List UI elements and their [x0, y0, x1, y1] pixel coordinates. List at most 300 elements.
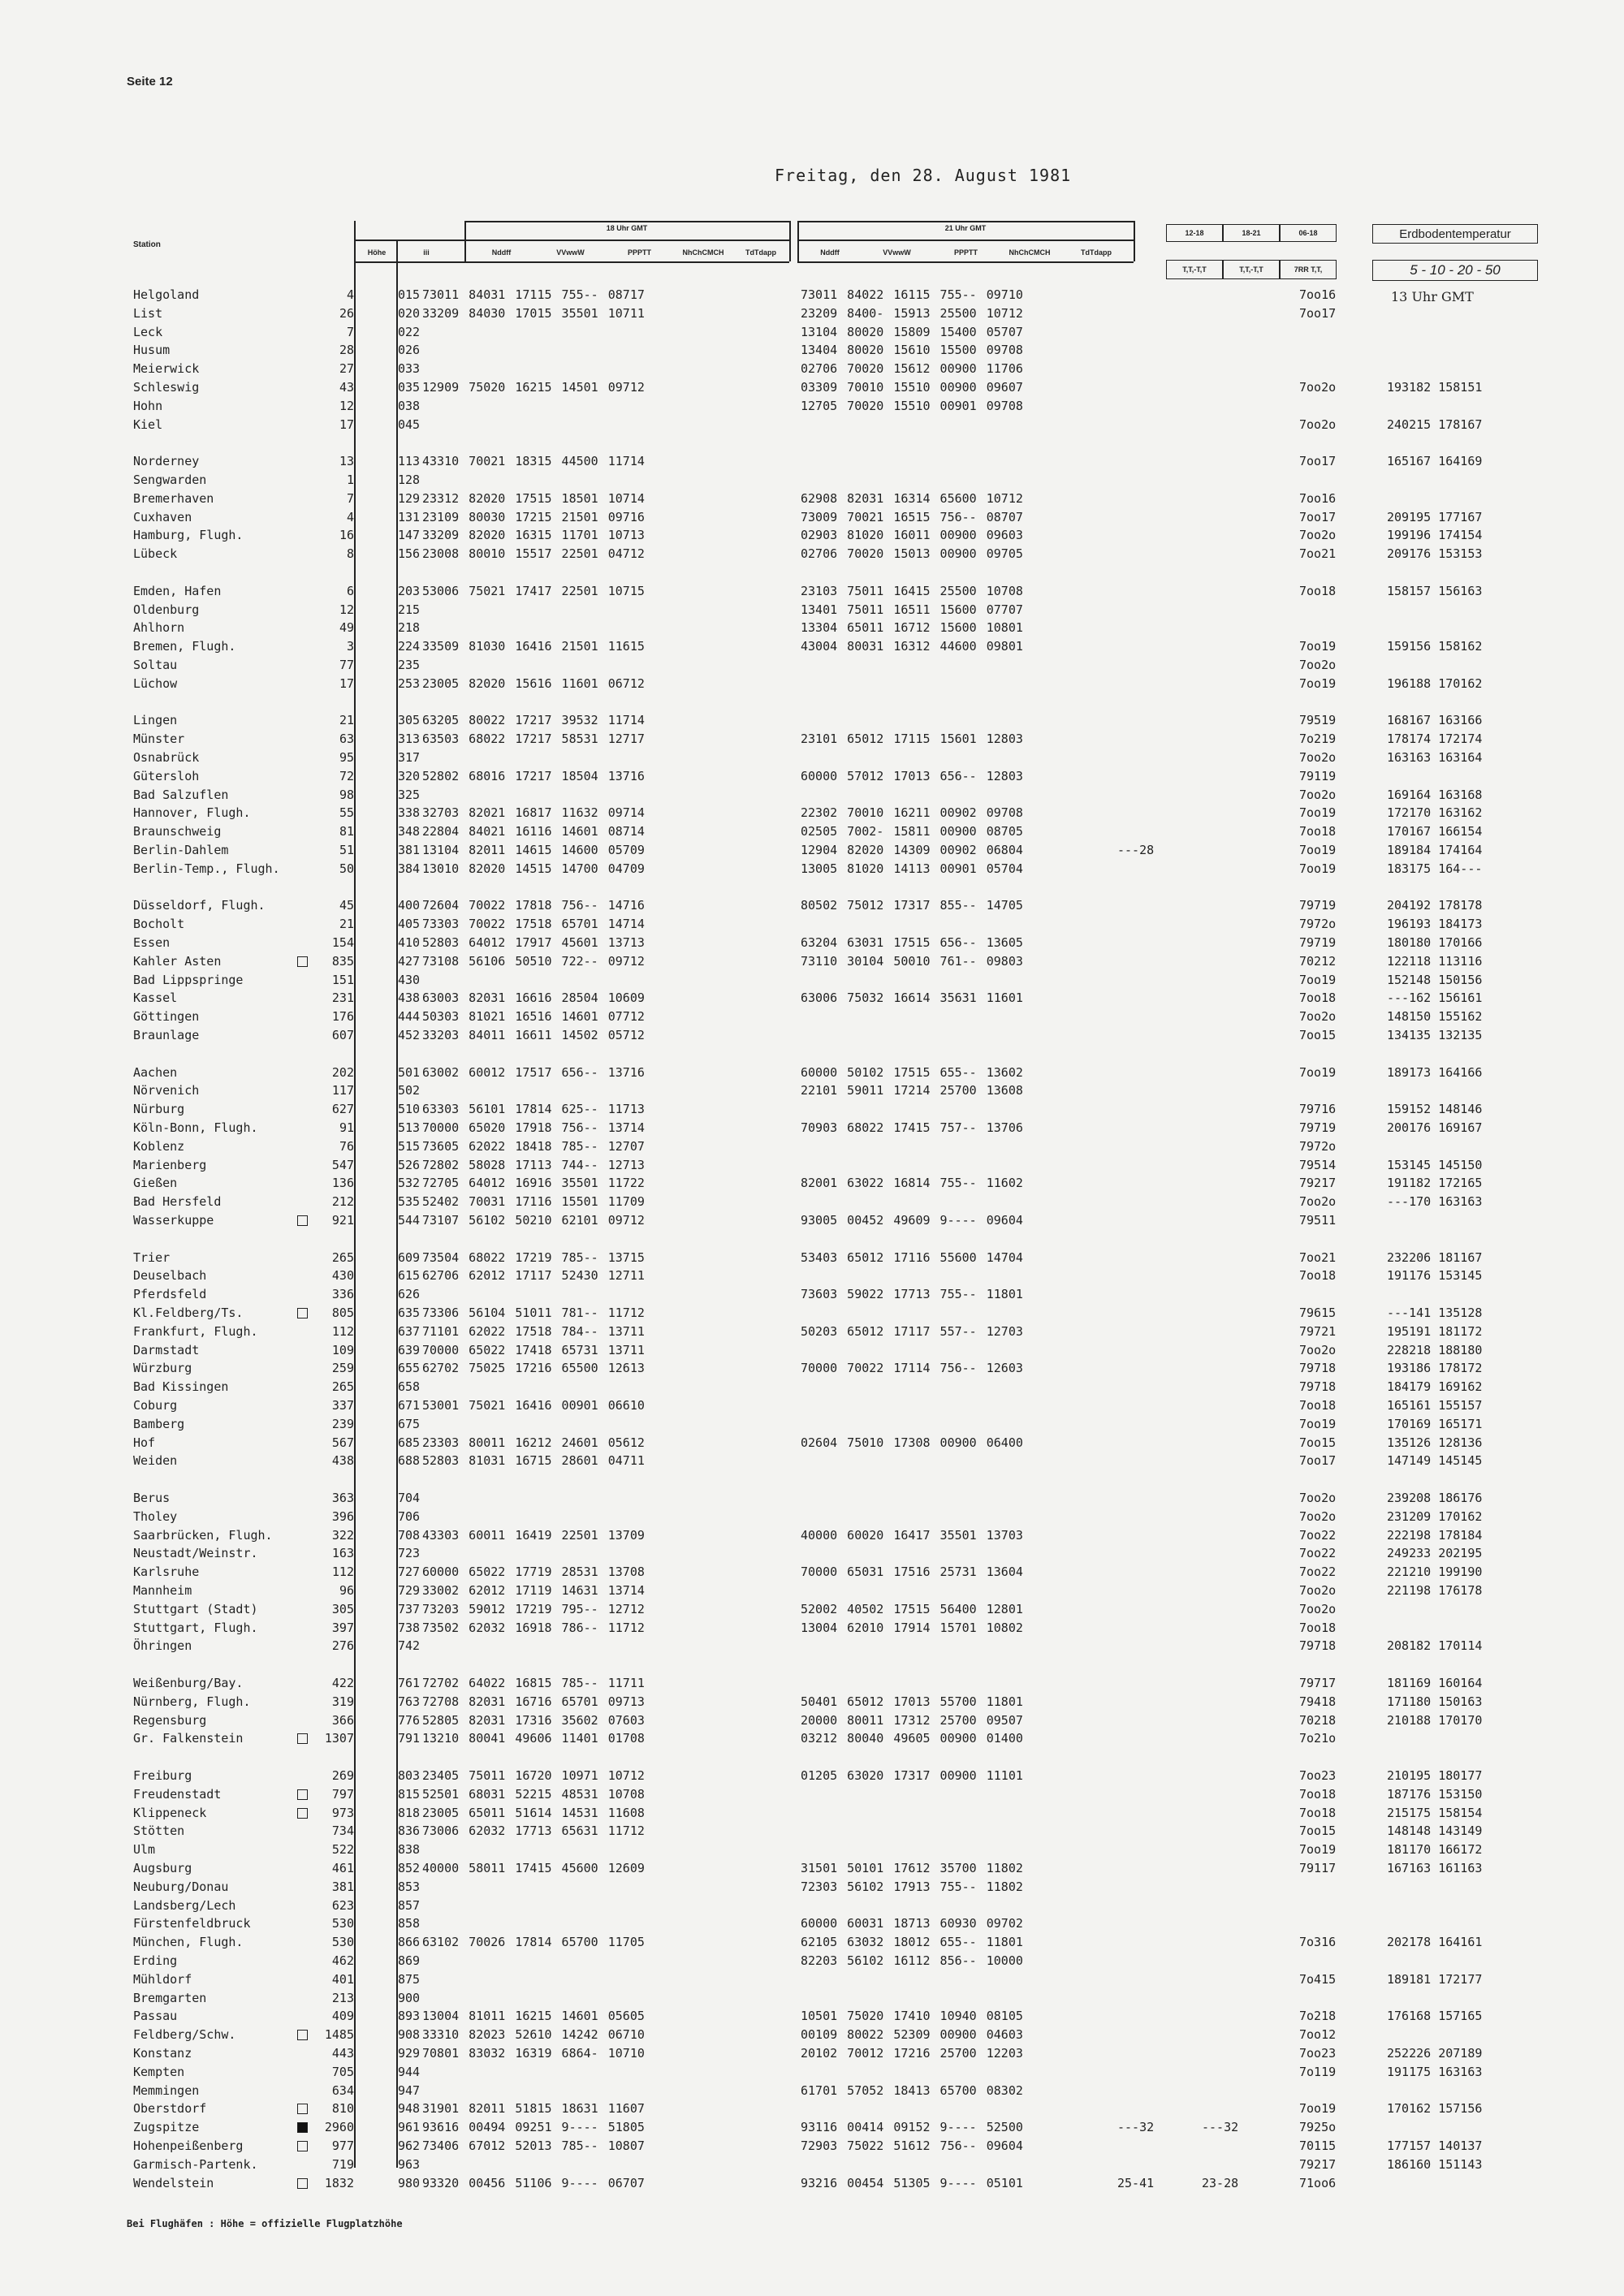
station-height: 96: [339, 1583, 354, 1598]
soil-temperature: 199196 174154: [1387, 528, 1483, 543]
station-number: 962: [398, 2138, 421, 2153]
station-name: Wasserkuppe: [133, 1213, 214, 1228]
obs-21-utc: 93216 00454 51305 9---- 05101: [801, 2175, 1023, 2190]
sub-1218: T,T,-T,T: [1166, 260, 1223, 279]
station-name: Augsburg: [133, 1861, 192, 1875]
obs-18-utc: 13010 82020 14515 14700 04709: [422, 861, 645, 876]
soil-temperature: 193186 178172: [1387, 1361, 1483, 1376]
station-name: Stuttgart (Stadt): [133, 1601, 258, 1616]
table-row: [0, 1378, 1624, 1396]
table-row: [0, 989, 1624, 1007]
temp-extreme-0618: 70218: [1299, 1712, 1337, 1728]
station-number: 203: [398, 583, 421, 598]
station-number: 706: [398, 1508, 421, 1524]
obs-21-utc: 43004 80031 16312 44600 09801: [801, 639, 1023, 654]
table-row: [0, 1452, 1624, 1470]
station-height: 810: [331, 2101, 354, 2117]
obs-21-utc: 00109 80022 52309 00900 04603: [801, 2027, 1023, 2043]
obs-18-utc: 40000 58011 17415 45600 12609: [422, 1861, 645, 1875]
station-number: 929: [398, 2046, 421, 2061]
station-number: 671: [398, 1398, 421, 1413]
station-name: Lübeck: [133, 546, 178, 562]
obs-21-utc: 82001 63022 16814 755-- 11602: [801, 1176, 1023, 1191]
table-row: [0, 878, 1624, 896]
station-number: 045: [398, 416, 421, 432]
col21-tdtd: TdTdapp: [1081, 248, 1112, 257]
station-number: 384: [398, 861, 421, 876]
soil-temperature: 183175 164---: [1387, 861, 1483, 876]
station-height: 607: [331, 1028, 354, 1042]
station-name: Gr. Falkenstein: [133, 1731, 244, 1746]
table-row: [0, 416, 1624, 434]
obs-18-utc: 43310 70021 18315 44500 11714: [422, 454, 645, 469]
station-number: 639: [398, 1342, 421, 1357]
obs-21-utc: 70903 68022 17415 757-- 13706: [801, 1120, 1023, 1135]
soil-temperature: 252226 207189: [1387, 2046, 1483, 2061]
table-row: [0, 841, 1624, 859]
obs-18-utc: 23005 82020 15616 11601 06712: [422, 675, 645, 691]
table-row: [0, 452, 1624, 470]
station-height: 805: [331, 1306, 354, 1320]
station-height: 50: [339, 861, 354, 876]
station-height: 98: [339, 787, 354, 802]
station-number: 544: [398, 1213, 421, 1228]
obs-21-utc: 72903 75022 51612 756-- 09604: [801, 2138, 1023, 2153]
station-number: 513: [398, 1120, 421, 1135]
soil-temperature: 196193 184173: [1387, 917, 1483, 932]
temp-extreme-0618: 7o218: [1299, 2009, 1337, 2024]
station-number: 156: [398, 546, 421, 562]
station-height: 72: [339, 768, 354, 783]
obs-18-utc: 52805 82031 17316 35602 07603: [422, 1712, 645, 1728]
table-row: [0, 1933, 1624, 1951]
temp-extreme-0618: 7oo17: [1299, 454, 1337, 469]
station-number: 738: [398, 1620, 421, 1635]
temp-extreme-0618: 7oo19: [1299, 1842, 1337, 1858]
soil-temperature: 165167 164169: [1387, 454, 1483, 469]
station-number: 515: [398, 1138, 421, 1154]
temp-extreme-0618: 7oo18: [1299, 1268, 1337, 1284]
table-row: [0, 1729, 1624, 1747]
soil-temperature: 193182 158151: [1387, 380, 1483, 395]
station-name: Würzburg: [133, 1361, 192, 1376]
table-row: [0, 2100, 1624, 2117]
station-height: 3: [346, 639, 354, 654]
soil-temperature: 148150 155162: [1387, 1009, 1483, 1025]
table-row: [0, 1582, 1624, 1599]
table-row: [0, 1600, 1624, 1618]
station-height: 921: [331, 1213, 354, 1228]
col21-vvwww: VVwwW: [883, 248, 911, 257]
obs-21-utc: 01205 63020 17317 00900 11101: [801, 1768, 1023, 1783]
station-number: 410: [398, 935, 421, 950]
station-number: 338: [398, 805, 421, 821]
obs-21-utc: 63006 75032 16614 35631 11601: [801, 990, 1023, 1006]
station-number: 875: [398, 1971, 421, 1987]
soil-temperature: 170169 165171: [1387, 1416, 1483, 1431]
table-row: [0, 1396, 1624, 1414]
station-name: Bamberg: [133, 1416, 185, 1431]
obs-18-utc: 73107 56102 50210 62101 09712: [422, 1213, 645, 1228]
group-21-header: 21 Uhr GMT: [944, 224, 987, 232]
temp-extreme-0618: 7oo17: [1299, 509, 1337, 524]
table-row: [0, 1100, 1624, 1118]
table-row: [0, 2026, 1624, 2044]
obs-18-utc: 33002 62012 17119 14631 13714: [422, 1583, 645, 1598]
obs-18-utc: 63002 60012 17517 656-- 13716: [422, 1064, 645, 1080]
station-name: Emden, Hafen: [133, 583, 222, 598]
temp-extreme-0618: 79117: [1299, 1861, 1337, 1875]
mountain-station-marker: [297, 2178, 308, 2189]
temp-extreme-0618: 79719: [1299, 1120, 1337, 1135]
station-height: 422: [331, 1676, 354, 1690]
temp-extreme-0618: 7oo19: [1299, 675, 1337, 691]
table-row: [0, 582, 1624, 600]
table-row: [0, 1026, 1624, 1044]
temp-extreme-0618: 7oo19: [1299, 1416, 1337, 1431]
station-number: 313: [398, 732, 421, 747]
station-name: Soltau: [133, 658, 178, 672]
obs-21-utc: 60000 60031 18713 60930 09702: [801, 1916, 1023, 1931]
temp-extreme-0618: 7oo18: [1299, 824, 1337, 839]
station-number: 869: [398, 1953, 421, 1968]
temp-extreme-0618: 7oo2o: [1299, 1491, 1337, 1505]
soil-temperature: 189184 174164: [1387, 843, 1483, 857]
obs-21-utc: 50203 65012 17117 557-- 12703: [801, 1323, 1023, 1339]
table-row: [0, 490, 1624, 507]
station-number: 609: [398, 1249, 421, 1265]
station-height: 176: [331, 1009, 354, 1025]
obs-18-utc: 63303 56101 17814 625-- 11713: [422, 1102, 645, 1117]
temp-extreme-0618: 7oo18: [1299, 583, 1337, 598]
station-name: Köln-Bonn, Flugh.: [133, 1120, 258, 1135]
station-number: 020: [398, 305, 421, 321]
soil-temperature: 191175 163163: [1387, 2064, 1483, 2079]
temp-extreme-0618: 7oo2o: [1299, 658, 1337, 672]
obs-18-utc: 63003 82031 16616 28504 10609: [422, 990, 645, 1006]
station-name: Aachen: [133, 1064, 178, 1080]
station-height: 973: [331, 1805, 354, 1820]
temp-extreme-0618: 7oo2o: [1299, 380, 1337, 395]
station-name: Nürburg: [133, 1102, 185, 1117]
table-row: [0, 675, 1624, 693]
station-height: 95: [339, 750, 354, 765]
mountain-station-filled-marker: [297, 2122, 308, 2133]
col18-nddff: Nddff: [491, 248, 512, 257]
station-number: 948: [398, 2101, 421, 2117]
temp-extreme-0618: 7oo17: [1299, 305, 1337, 321]
soil-temperature: 200176 169167: [1387, 1120, 1483, 1135]
obs-21-utc: 10501 75020 17410 10940 08105: [801, 2009, 1023, 2024]
obs-18-utc: 12909 75020 16215 14501 09712: [422, 380, 645, 395]
temp-extreme-0618: 7o219: [1299, 732, 1337, 747]
obs-21-utc: 20000 80011 17312 25700 09507: [801, 1712, 1023, 1728]
obs-21-utc: 73011 84022 16115 755-- 09710: [801, 287, 1023, 302]
temp-extreme-0618: 79718: [1299, 1379, 1337, 1395]
soil-temperature: 163163 163164: [1387, 750, 1483, 765]
table-row: [0, 749, 1624, 766]
station-height: 462: [331, 1953, 354, 1968]
soil-temperature: 148148 143149: [1387, 1823, 1483, 1839]
station-name: Tholey: [133, 1508, 178, 1524]
iii-header: iii: [423, 248, 430, 257]
station-name: Berus: [133, 1491, 171, 1505]
station-height: 522: [331, 1842, 354, 1858]
temp-extreme-0618: 7oo2o: [1299, 1194, 1337, 1210]
station-height: 366: [331, 1712, 354, 1728]
temp-extreme-0618: 7o415: [1299, 1971, 1337, 1987]
temp-extreme-0618: 7oo15: [1299, 1823, 1337, 1839]
obs-18-utc: 52802 68016 17217 18504 13716: [422, 768, 645, 783]
soil-temperature: 122118 113116: [1387, 953, 1483, 969]
station-height: 112: [331, 1564, 354, 1580]
obs-18-utc: 13104 82011 14615 14600 05709: [422, 843, 645, 857]
station-height: 28: [339, 343, 354, 358]
soil-temperature: 165161 155157: [1387, 1398, 1483, 1413]
station-name: Stötten: [133, 1823, 185, 1839]
station-height: 401: [331, 1971, 354, 1987]
obs-18-utc: 52501 68031 52215 48531 10708: [422, 1786, 645, 1802]
station-name: Münster: [133, 732, 185, 747]
temp-extreme-0618: 79615: [1299, 1306, 1337, 1320]
station-height: 151: [331, 972, 354, 987]
obs-21-utc: 73603 59022 17713 755-- 11801: [801, 1287, 1023, 1302]
station-name: Wendelstein: [133, 2175, 214, 2190]
station-number: 704: [398, 1491, 421, 1505]
obs-21-utc: 53403 65012 17116 55600 14704: [801, 1249, 1023, 1265]
temp-extreme-0618: 7oo18: [1299, 1786, 1337, 1802]
soil-temperature: 177157 140137: [1387, 2138, 1483, 2153]
station-number: 615: [398, 1268, 421, 1284]
station-name: Trier: [133, 1249, 171, 1265]
table-row: [0, 860, 1624, 878]
page-number: Seite 12: [127, 75, 173, 88]
obs-18-utc: 53006 75021 17417 22501 10715: [422, 583, 645, 598]
mountain-station-marker: [297, 1215, 308, 1226]
station-height: 319: [331, 1694, 354, 1709]
station-name: Kahler Asten: [133, 953, 222, 969]
station-height: 12: [339, 602, 354, 617]
station-height: 163: [331, 1546, 354, 1561]
temp-extreme-0618: 7oo18: [1299, 1398, 1337, 1413]
table-row: [0, 619, 1624, 637]
obs-18-utc: 31901 82011 51815 18631 11607: [422, 2101, 645, 2117]
station-height: 63: [339, 732, 354, 747]
station-name: Fürstenfeldbruck: [133, 1916, 251, 1931]
station-name: Nörvenich: [133, 1083, 200, 1098]
station-name: Memmingen: [133, 2082, 200, 2098]
table-row: [0, 1563, 1624, 1581]
station-number: 113: [398, 454, 421, 469]
temp-extreme-0618: 7oo2o: [1299, 1583, 1337, 1598]
station-height: 265: [331, 1379, 354, 1395]
temp-extreme-0618: 79718: [1299, 1638, 1337, 1654]
station-number: 803: [398, 1768, 421, 1783]
station-height: 977: [331, 2138, 354, 2153]
station-number: 128: [398, 473, 421, 487]
temp-extreme-1218: ---28: [1117, 843, 1155, 857]
obs-21-utc: 13304 65011 16712 15600 10801: [801, 620, 1023, 636]
station-height: 136: [331, 1176, 354, 1191]
obs-18-utc: 22804 84021 16116 14601 08714: [422, 824, 645, 839]
station-name: Braunschweig: [133, 824, 222, 839]
obs-21-utc: 22302 70010 16211 00902 09708: [801, 805, 1023, 821]
temp-extreme-0618: 7oo16: [1299, 490, 1337, 506]
temp-extreme-1218: ---32: [1117, 2120, 1155, 2135]
temp-extreme-1218: 25-41: [1117, 2175, 1155, 2190]
station-name: Ahlhorn: [133, 620, 185, 636]
obs-18-utc: 32703 82021 16817 11632 09714: [422, 805, 645, 821]
station-height: 797: [331, 1786, 354, 1802]
station-number: 427: [398, 953, 421, 969]
station-name: Ulm: [133, 1842, 156, 1858]
station-name: Bad Kissingen: [133, 1379, 229, 1395]
mountain-station-marker: [297, 2104, 308, 2114]
temp-extreme-0618: 79514: [1299, 1157, 1337, 1172]
station-number: 727: [398, 1564, 421, 1580]
station-name: Meierwick: [133, 361, 200, 377]
table-row: [0, 1304, 1624, 1322]
obs-21-utc: 03309 70010 15510 00900 09607: [801, 380, 1023, 395]
temp-extreme-0618: 79119: [1299, 768, 1337, 783]
station-number: 320: [398, 768, 421, 783]
obs-18-utc: 70000 65020 17918 756-- 13714: [422, 1120, 645, 1135]
station-number: 761: [398, 1676, 421, 1690]
obs-21-utc: 61701 57052 18413 65700 08302: [801, 2082, 1023, 2098]
mountain-station-marker: [297, 956, 308, 967]
table-row: [0, 545, 1624, 563]
station-number: 438: [398, 990, 421, 1006]
obs-18-utc: 33509 81030 16416 21501 11615: [422, 639, 645, 654]
station-name: Darmstadt: [133, 1342, 200, 1357]
station-number: 035: [398, 380, 421, 395]
table-row: [0, 1693, 1624, 1711]
station-name: Bocholt: [133, 917, 185, 932]
table-row: [0, 1989, 1624, 2007]
station-height: 734: [331, 1823, 354, 1839]
obs-18-utc: 70000 65022 17418 65731 13711: [422, 1342, 645, 1357]
soil-temperature: 167163 161163: [1387, 1861, 1483, 1875]
station-number: 858: [398, 1916, 421, 1931]
erdboden-header: Erdbodentemperatur: [1372, 224, 1538, 244]
station-name: Frankfurt, Flugh.: [133, 1323, 258, 1339]
station-name: Düsseldorf, Flugh.: [133, 898, 266, 913]
station-number: 776: [398, 1712, 421, 1728]
temp-extreme-0618: 7oo2o: [1299, 1601, 1337, 1616]
table-row: [0, 2007, 1624, 2025]
station-height: 26: [339, 305, 354, 321]
temp-extreme-0618: 7oo19: [1299, 639, 1337, 654]
table-row: [0, 1674, 1624, 1692]
station-height: 6: [346, 583, 354, 598]
station-number: 215: [398, 602, 421, 617]
station-number: 502: [398, 1083, 421, 1098]
station-number: 723: [398, 1546, 421, 1561]
obs-18-utc: 70801 83032 16319 6864- 10710: [422, 2046, 645, 2061]
obs-21-utc: 73110 30104 50010 761-- 09803: [801, 953, 1023, 969]
obs-21-utc: 62105 63032 18012 655-- 11801: [801, 1935, 1023, 1950]
table-row: [0, 711, 1624, 729]
table-row: [0, 508, 1624, 526]
table-row: [0, 1841, 1624, 1858]
station-height: 12: [339, 398, 354, 413]
station-name: Garmisch-Partenk.: [133, 2156, 258, 2172]
temp-extreme-0618: 7o21o: [1299, 1731, 1337, 1746]
table-row: [0, 304, 1624, 322]
obs-21-utc: 23103 75011 16415 25500 10708: [801, 583, 1023, 598]
soil-temperature: 169164 163168: [1387, 787, 1483, 802]
station-height: 21: [339, 713, 354, 728]
table-row: [0, 1008, 1624, 1025]
obs-18-utc: 93616 00494 09251 9---- 51805: [422, 2120, 645, 2135]
mountain-station-marker: [297, 1733, 308, 1744]
obs-21-utc: 60000 50102 17515 655-- 13602: [801, 1064, 1023, 1080]
station-number: 893: [398, 2009, 421, 2024]
col18-tdtd: TdTdapp: [745, 248, 776, 257]
obs-18-utc: 73605 62022 18418 785-- 12707: [422, 1138, 645, 1154]
station-name: Bad Hersfeld: [133, 1194, 222, 1210]
temp-extreme-0618: 7oo2o: [1299, 787, 1337, 802]
station-number: 253: [398, 675, 421, 691]
station-name: Mannheim: [133, 1583, 192, 1598]
soil-temperature: 135126 128136: [1387, 1435, 1483, 1450]
obs-21-utc: 93116 00414 09152 9---- 52500: [801, 2120, 1023, 2135]
obs-18-utc: 63503 68022 17217 58531 12717: [422, 732, 645, 747]
obs-18-utc: 72708 82031 16716 65701 09713: [422, 1694, 645, 1709]
station-number: 147: [398, 528, 421, 543]
station-height: 7: [346, 490, 354, 506]
station-name: Gütersloh: [133, 768, 200, 783]
table-row: [0, 360, 1624, 378]
station-height: 1307: [324, 1731, 354, 1746]
station-number: 944: [398, 2064, 421, 2079]
station-height: 396: [331, 1508, 354, 1524]
station-height: 1485: [324, 2027, 354, 2043]
soil-temperature: 231209 170162: [1387, 1508, 1483, 1524]
station-name: Helgoland: [133, 287, 200, 302]
temp-extreme-0618: 79418: [1299, 1694, 1337, 1709]
station-name: Hamburg, Flugh.: [133, 528, 244, 543]
station-number: 430: [398, 972, 421, 987]
station-name: Berlin-Dahlem: [133, 843, 229, 857]
temp-extreme-0618: 70212: [1299, 953, 1337, 969]
obs-21-utc: 20102 70012 17216 25700 12203: [801, 2046, 1023, 2061]
station-name: Bad Salzuflen: [133, 787, 229, 802]
table-row: [0, 1489, 1624, 1507]
temp-extreme-0618: 7oo2o: [1299, 416, 1337, 432]
soil-temperature: ---141 135128: [1387, 1306, 1483, 1320]
obs-18-utc: 23312 82020 17515 18501 10714: [422, 490, 645, 506]
station-height: 530: [331, 1935, 354, 1950]
station-number: 510: [398, 1102, 421, 1117]
temp-extreme-0618: 79217: [1299, 1176, 1337, 1191]
soil-temperature: 189181 172177: [1387, 1971, 1483, 1987]
table-row: [0, 934, 1624, 952]
table-row: [0, 786, 1624, 804]
station-height: 567: [331, 1435, 354, 1450]
table-row: [0, 1526, 1624, 1544]
col18-nhch: NhChCMCH: [682, 248, 724, 257]
table-row: [0, 1359, 1624, 1377]
station-name: Schleswig: [133, 380, 200, 395]
station-height: 49: [339, 620, 354, 636]
temp-extreme-0618: 7oo15: [1299, 1028, 1337, 1042]
obs-18-utc: 73011 84031 17115 755-- 08717: [422, 287, 645, 302]
station-number: 626: [398, 1287, 421, 1302]
table-row: [0, 323, 1624, 341]
soil-temperature: 189173 164166: [1387, 1064, 1483, 1080]
obs-18-utc: 73108 56106 50510 722-- 09712: [422, 953, 645, 969]
